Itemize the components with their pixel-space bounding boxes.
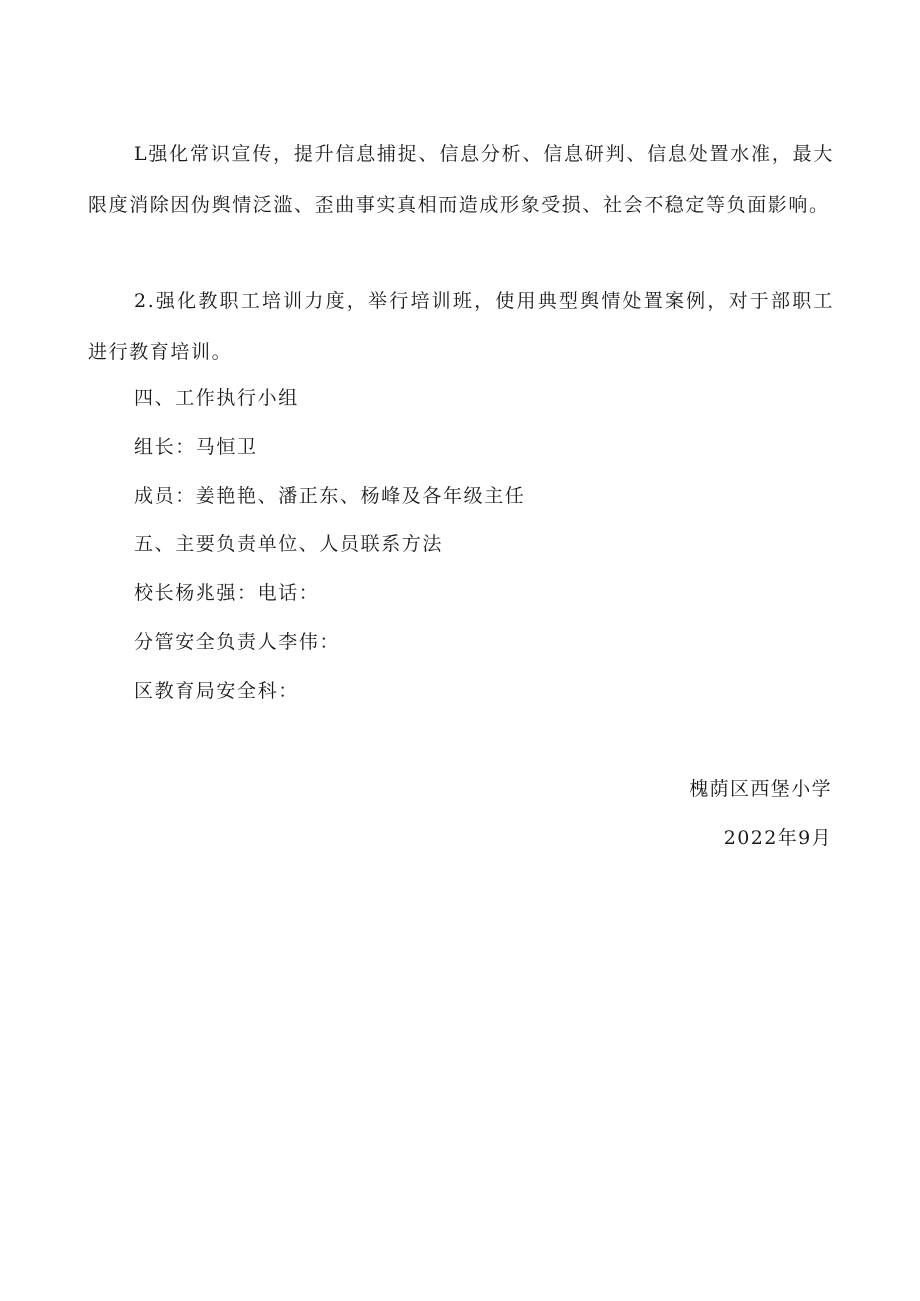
- signature-date: 2022年9月: [723, 827, 832, 849]
- safety-lead-contact-line: 分管安全负责人李伟：: [134, 631, 341, 653]
- paragraph-awareness: L强化常识宣传，提升信息捕捉、信息分析、信息研判、信息处置水准，最大限度消除因伪舆情泛滥、歪曲事实真相而造成形象受损、社会不稳定等负面影响。: [88, 143, 834, 216]
- principal-contact-line: 校长杨兆强：电话：: [134, 582, 320, 604]
- section-heading-contacts: 五、主要负责单位、人员联系方法: [134, 533, 444, 555]
- group-members-line: 成员：姜艳艳、潘正东、杨峰及各年级主任: [134, 485, 526, 507]
- group-leader-line: 组长：马恒卫: [134, 436, 258, 458]
- paragraph-training: 2.强化教职工培训力度，举行培训班，使用典型舆情处置案例，对于部职工进行教育培训。: [88, 290, 834, 363]
- bureau-contact-line: 区教育局安全科：: [134, 680, 299, 702]
- section-heading-work-group: 四、工作执行小组: [134, 387, 299, 409]
- signature-school-name: 槐荫区西堡小学: [689, 778, 832, 800]
